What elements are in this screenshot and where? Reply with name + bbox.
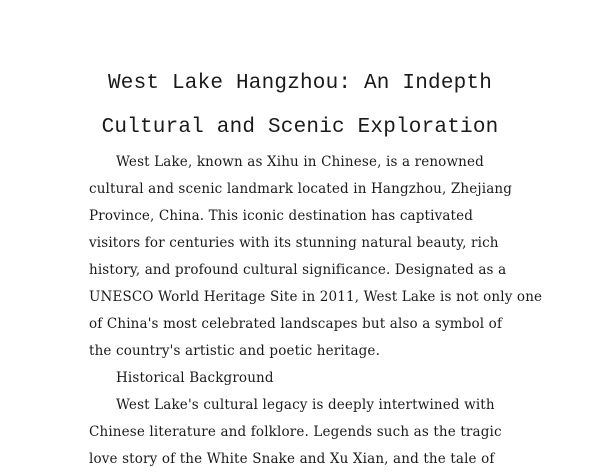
paragraph-line: cultural and scenic landmark located in Hangzhou, Zhejiang (89, 181, 513, 197)
paragraph-line: love story of the White Snake and Xu Xian, and the tale of (89, 451, 495, 467)
paragraph-line: UNESCO World Heritage Site in 2011, West Lake is not only one (89, 289, 543, 305)
document-title-line-1: West Lake Hangzhou: An Indepth (107, 72, 493, 95)
paragraph-line: history, and profound cultural significance. Designated as a (89, 262, 507, 278)
paragraph-line: Province, China. This iconic destination has captivated (89, 208, 474, 224)
document-title-line-2: Cultural and Scenic Exploration (101, 116, 499, 139)
paragraph-line: visitors for centuries with its stunning natural beauty, rich (89, 235, 499, 251)
paragraph-line: of China's most celebrated landscapes but also a symbol of (89, 316, 503, 332)
paragraph-line: Chinese literature and folklore. Legends such as the tragic (89, 424, 502, 440)
paragraph-line: the country's artistic and poetic heritage. (89, 343, 381, 359)
paragraph-line: West Lake, known as Xihu in Chinese, is a renowned (116, 154, 484, 170)
paragraph-line: West Lake's cultural legacy is deeply intertwined with (116, 397, 495, 413)
section-heading: Historical Background (116, 370, 274, 386)
